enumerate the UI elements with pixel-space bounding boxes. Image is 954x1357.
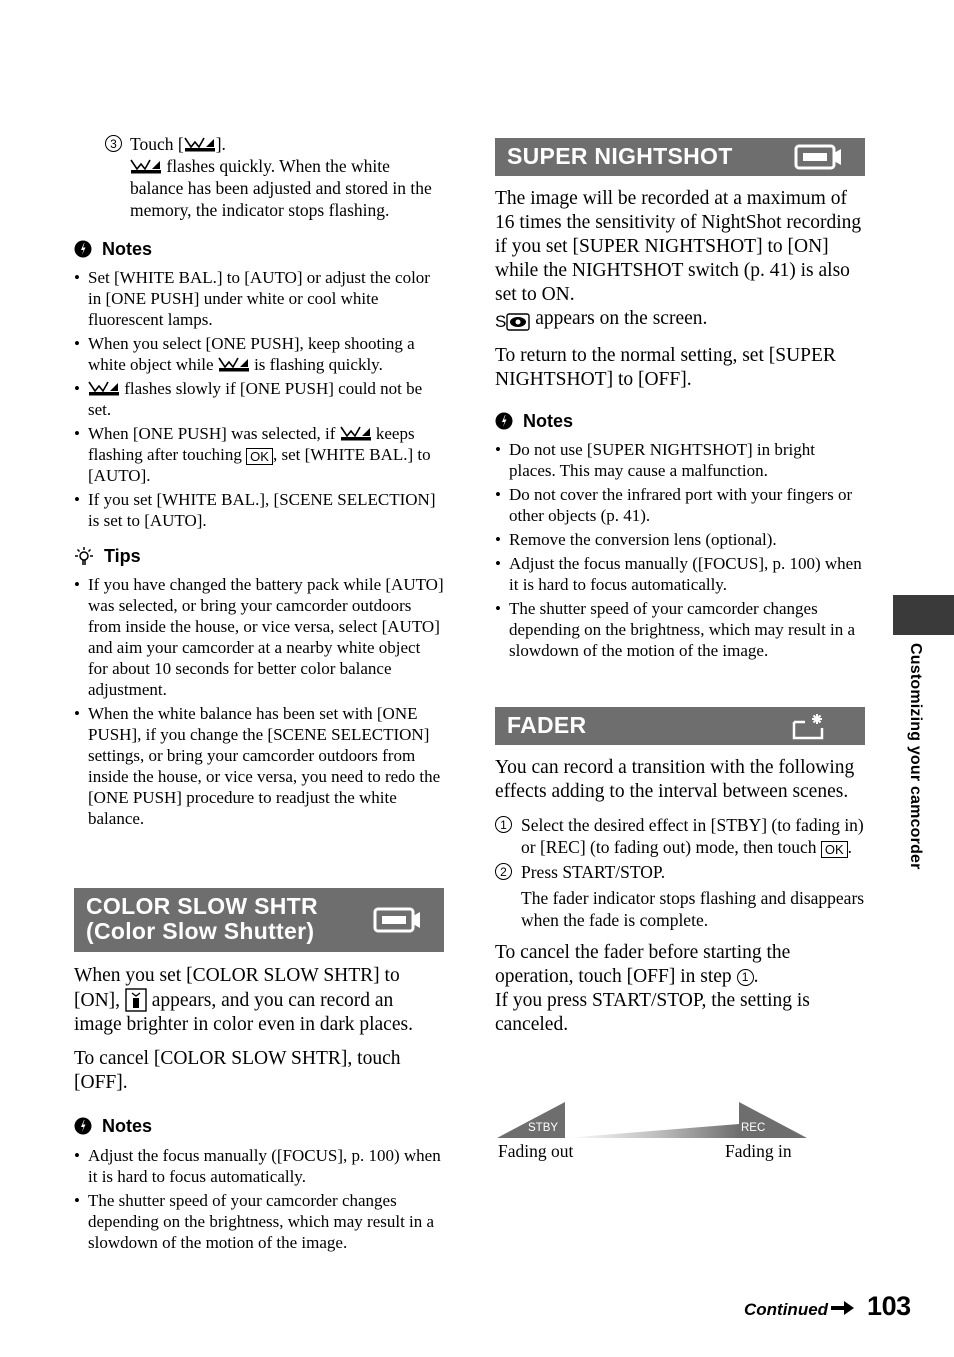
- step3-description: flashes quickly. When the white balance has been adjusted and stored in the memory, the indicator stops flashing.: [130, 156, 432, 220]
- footer: [744, 1291, 911, 1322]
- color-slow-cancel: To cancel [COLOR SLOW SHTR], touch [OFF].: [74, 1048, 401, 1093]
- notes-warning-icon: [74, 1117, 92, 1135]
- super-nightshot-cancel: To return to the normal setting, set [SUPER NIGHTSHOT] to [OFF].: [495, 345, 836, 390]
- list-item: • Set [WHITE BAL.] to [AUTO] or adjust the color in [ONE PUSH] under white or cool white fluorescent lamps.: [74, 267, 444, 330]
- step-number-3: 3: [105, 135, 122, 152]
- tips-lightbulb-icon: [74, 546, 94, 566]
- notes-heading-1: Notes: [74, 238, 444, 260]
- tips-heading: Tips: [74, 545, 444, 567]
- diagram-label-stby: STBY: [528, 1122, 559, 1134]
- fader-cancel-note: If you press START/STOP, the setting is canceled.: [495, 990, 810, 1035]
- diagram-label-rec: REC: [741, 1122, 766, 1134]
- fader-description: You can record a transition with the following effects adding to the interval between scenes.: [495, 757, 855, 802]
- list-item: • Remove the conversion lens (optional).: [495, 529, 865, 550]
- list-item: • If you set [WHITE BAL.], [SCENE SELECTION] is set to [AUTO].: [74, 489, 444, 531]
- page-number: 103: [867, 1291, 911, 1321]
- color-slow-subtitle: (Color Slow Shutter): [86, 918, 315, 944]
- notes-warning-icon: [74, 240, 92, 258]
- super-nightshot-title: SUPER NIGHTSHOT: [507, 143, 733, 169]
- arrow-right-icon: [831, 1301, 855, 1315]
- fading-out-label: Fading out: [498, 1141, 574, 1161]
- left-column: [74, 133, 444, 832]
- list-item: • Do not use [SUPER NIGHTSHOT] in bright places. This may cause a malfunction.: [495, 439, 865, 481]
- fader-step-2-description: The fader indicator stops flashing and disappears when the fade is complete.: [521, 888, 865, 930]
- white-balance-one-push-icon: [184, 136, 216, 153]
- list-item: • When you select [ONE PUSH], keep shooting a white object while is flashing quickly.: [74, 333, 444, 375]
- white-balance-one-push-icon: [88, 380, 120, 397]
- list-item: • Do not cover the infrared port with your fingers or other objects (p. 41).: [495, 484, 865, 526]
- step-number-2: 2: [495, 863, 512, 880]
- notes-list-1: [74, 267, 444, 531]
- fading-in-label: Fading in: [725, 1141, 792, 1161]
- continued-label: Continued: [744, 1300, 829, 1319]
- chapter-side-label: Customizing your camcorder: [907, 643, 924, 870]
- notes-heading-2: Notes: [74, 1115, 444, 1137]
- step-3: [74, 133, 444, 221]
- color-slow-body: When you set [COLOR SLOW SHTR] to [ON], appears, and you can record an image brighter in color even in dark places. To cancel [COLOR SLOW SHTR], touch [OFF]. Notes • Adjust the focus manually ([FOCUS], p. 100) when it is hard to focus automatically. • The shutter speed of your camcorder changes depending on the brightness, which may result in a slowdown of the motion of the image.: [74, 964, 444, 1256]
- section-header-fader: [495, 707, 865, 745]
- list-item: • When the white balance has been set with [ONE PUSH], if you change the [SCENE SELECTION] settings, or bring your camcorder outdoors from inside the house, or vice versa, you need to redo the [ONE PUSH] procedure to readjust the white balance.: [74, 703, 444, 829]
- white-balance-one-push-icon: [340, 425, 372, 442]
- fader-step-2: 2 Press START/STOP. The fader indicator stops flashing and disappears when the fade is complete.: [495, 861, 865, 931]
- notes-list-2: [74, 1145, 444, 1253]
- list-item: • Adjust the focus manually ([FOCUS], p. 100) when it is hard to focus automatically.: [74, 1145, 444, 1187]
- ok-button-icon: OK: [246, 448, 273, 465]
- fader-step-1: 1 Select the desired effect in [STBY] (to fading in) or [REC] (to fading out) mode, then touch OK .: [495, 814, 865, 858]
- list-item: • Adjust the focus manually ([FOCUS], p. 100) when it is hard to focus automatically.: [495, 553, 865, 595]
- super-nightshot-indicator-icon: S: [495, 310, 530, 334]
- color-slow-shutter-icon: [125, 988, 147, 1012]
- color-slow-title: COLOR SLOW SHTR: [86, 893, 318, 919]
- list-item: • The shutter speed of your camcorder changes depending on the brightness, which may result in a slowdown of the motion of the image.: [495, 598, 865, 661]
- fader-title: FADER: [507, 712, 587, 738]
- section-header-color-slow-shutter: [74, 888, 444, 952]
- list-item: • When [ONE PUSH] was selected, if keeps flashing after touching OK , set [WHITE BAL.] to [AUTO].: [74, 423, 444, 486]
- fader-body: You can record a transition with the following effects adding to the interval between scenes. 1 Select the desired effect in [STBY] (to fading in) or [REC] (to fading out) mode, then touch OK . 2 Press START/STOP. The fader indicator stops flashing and disappears when the fade is complete. To cancel the fader before starting the operation, touch [OFF] in step 1 . If you press START/STOP, the setting is canceled.: [495, 757, 865, 1035]
- fader-diagram: [497, 1100, 807, 1140]
- fader-icon: [791, 712, 827, 742]
- step-number-1: 1: [495, 816, 512, 833]
- super-nightshot-description: The image will be recorded at a maximum of 16 times the sensitivity of NightShot recording if you set [SUPER NIGHTSHOT] to [ON] while the NIGHTSHOT switch (p. 41) is also set to ON.: [495, 188, 862, 305]
- white-balance-one-push-icon: [218, 356, 250, 373]
- step3-touch-text: Touch [: [130, 134, 184, 154]
- chapter-tab: [893, 595, 954, 635]
- white-balance-one-push-icon: [130, 158, 162, 175]
- tips-list: [74, 574, 444, 829]
- super-nightshot-body: The image will be recorded at a maximum of 16 times the sensitivity of NightShot recording if you set [SUPER NIGHTSHOT] to [ON] while the NIGHTSHOT switch (p. 41) is also set to ON. S appears on the screen. To return to the normal setting, set [SUPER NIGHTSHOT] to [OFF]. Notes • Do not use [SUPER NIGHTSHOT] in bright places. This may cause a malfunction. • Do not cover the infrared port with your fingers or other objects (p. 41). • Remove the conversion lens (optional). • Adjust the focus manually ([FOCUS], p. 100) when it is hard to focus automatically. • The shutter speed of your camcorder changes depending on the brightness, which may result in a slowdown of the motion of the image.: [495, 187, 865, 664]
- camera-mode-icon: [793, 142, 843, 172]
- list-item: • The shutter speed of your camcorder changes depending on the brightness, which may result in a slowdown of the motion of the image.: [74, 1190, 444, 1253]
- ok-button-icon: OK: [821, 841, 848, 858]
- list-item: • flashes slowly if [ONE PUSH] could not be set.: [74, 378, 444, 420]
- notes-heading-3: Notes: [495, 410, 865, 432]
- camera-mode-icon: [372, 905, 422, 935]
- list-item: • If you have changed the battery pack while [AUTO] was selected, or bring your camcorder outdoors from inside the house, or vice versa, select [AUTO] and aim your camcorder at a nearby white object for about 10 seconds for better color balance adjustment.: [74, 574, 444, 700]
- step-number-1-ref: 1: [737, 969, 754, 986]
- section-header-super-nightshot: [495, 138, 865, 176]
- notes-warning-icon: [495, 412, 513, 430]
- fader-diagram-graphic: [497, 1100, 807, 1140]
- notes-list-3: [495, 439, 865, 661]
- step3-touch-end: ].: [215, 134, 226, 154]
